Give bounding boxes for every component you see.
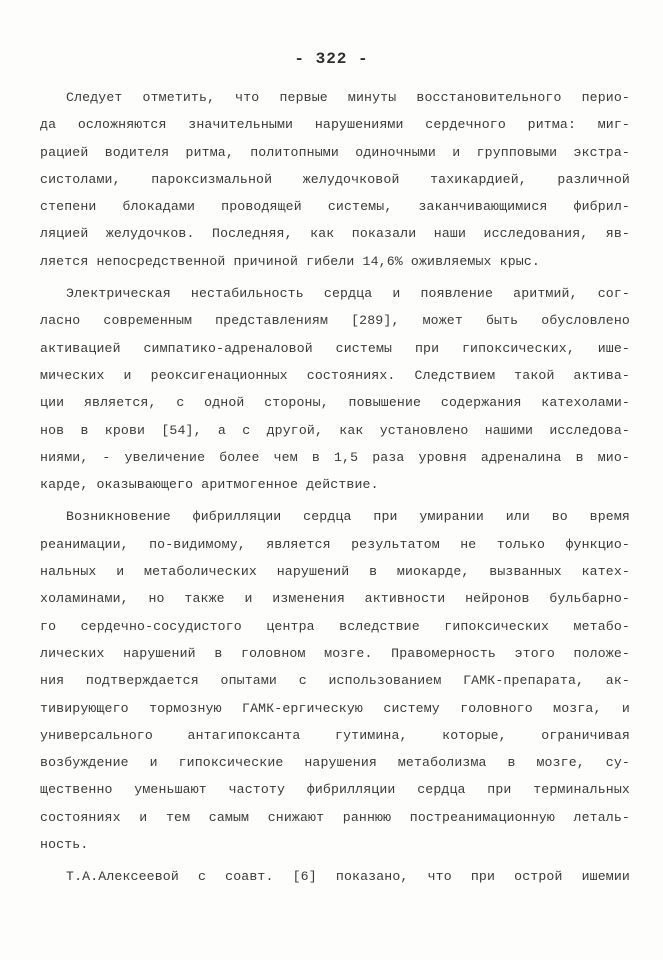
text-line: ции является, с одной стороны, повышение содержания катехолами- (40, 395, 630, 411)
text-line: степени блокадами проводящей системы, заканчивающимися фибрил- (40, 199, 630, 215)
text-line: рацией водителя ритма, политопными одиночными и групповыми экстра- (40, 144, 630, 160)
text-line: систолами, пароксизмальной желудочковой тахикардией, различной (40, 171, 630, 187)
page-number: - 322 - (294, 50, 369, 68)
text-line: Электрическая нестабильность сердца и появление аритмий, сог- (66, 286, 630, 302)
text-line: активацией симпатико-адреналовой системы при гипоксических, ише- (40, 340, 630, 356)
text-line: лических нарушений в головном мозге. Правомерность этого положе- (40, 645, 630, 661)
text-line: универсального антагипоксанта гутимина, которые, ограничивая (40, 727, 630, 743)
text-line: ляется непосредственной причиной гибели 14,6% оживляемых крыс. (40, 253, 540, 269)
text-line: ниями, - увеличение более чем в 1,5 раза уровня адреналина в мио- (40, 449, 630, 465)
text-line: холаминами, но также и изменения активности нейронов бульбарно- (40, 591, 630, 607)
body-text (40, 84, 630, 891)
text-line: ния подтверждается опытами с использованием ГАМК-препарата, ак- (40, 673, 630, 689)
text-line: мических и реоксигенационных состояниях. Следствием такой актива- (40, 367, 630, 383)
text-line: да осложняются значительными нарушениями сердечного ритма: миг- (40, 117, 630, 133)
text-line: состояниях и тем самым снижают раннюю постреанимационную леталь- (40, 809, 630, 825)
text-line: щественно уменьшают частоту фибрилляции сердца при терминальных (40, 782, 630, 798)
text-line: тивирующего тормозную ГАМК-ергическую систему головного мозга, и (40, 700, 630, 716)
paragraph-3 (40, 503, 630, 858)
paragraph-1 (40, 84, 630, 275)
text-line: нов в крови [54], а с другой, как установлено нашими исследова- (40, 422, 630, 438)
text-line: ласно современным представлениям [289], может быть обусловлено (40, 313, 630, 329)
paragraph-4 (40, 863, 630, 890)
text-line: реанимации, по-видимому, является результатом не только функцио- (40, 536, 630, 552)
text-line: Следует отметить, что первые минуты восстановительного перио- (66, 90, 630, 105)
text-line: ность. (40, 837, 89, 853)
text-line: нальных и метаболических нарушений в миокарде, вызванных катех- (40, 564, 630, 580)
text-line: го сердечно-сосудистого центра вследствие гипоксических метабо- (40, 618, 630, 634)
text-line: Возникновение фибрилляции сердца при умирании или во время (66, 509, 630, 525)
text-line: ляцией желудочков. Последняя, как показали наши исследования, яв- (40, 226, 630, 242)
paragraph-2 (40, 280, 630, 498)
text-line: возбуждение и гипоксические нарушения метаболизма в мозге, су- (40, 755, 630, 771)
text-line: Т.А.Алексеевой с соавт. [6] показано, что при острой ишемии (66, 869, 630, 885)
text-line: карде, оказывающего аритмогенное действие. (40, 477, 379, 493)
